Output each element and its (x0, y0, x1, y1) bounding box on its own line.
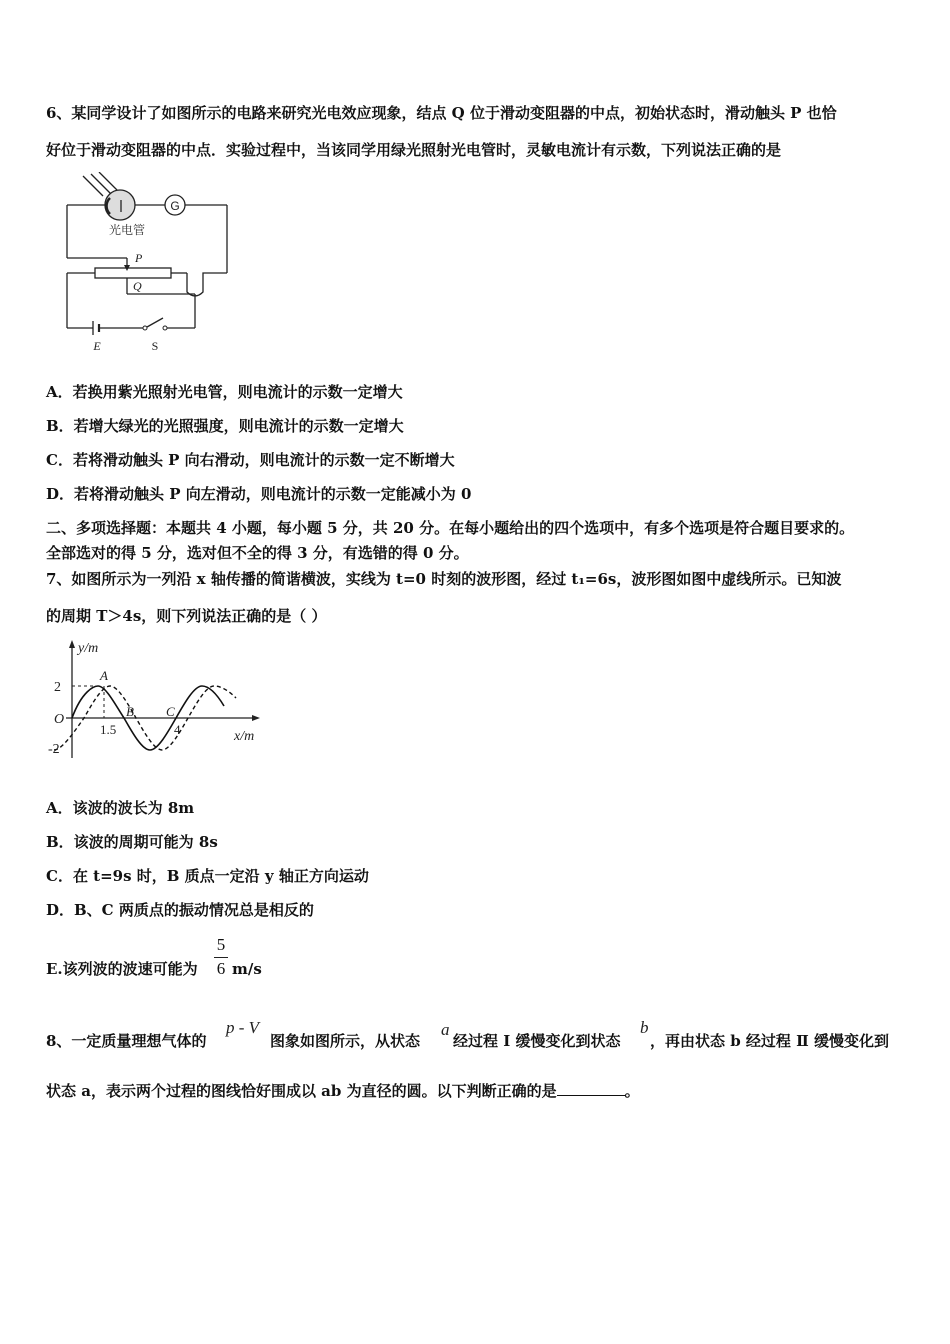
answer-blank[interactable] (557, 1081, 625, 1096)
q6-option-d: D．若将滑动触头 P 向左滑动，则电流计的示数一定能减小为 0 (46, 485, 472, 503)
q6-stem-line1: 6、某同学设计了如图所示的电路来研究光电效应现象，结点 Q 位于滑动变阻器的中点，初始状态时，滑动触头 P 也恰 (46, 104, 837, 122)
q7-option-d: D．B、C 两质点的振动情况总是相反的 (46, 901, 314, 919)
p-label: P (135, 251, 143, 265)
q8-mid2: 经过程 Ⅰ 缓慢变化到状态 (453, 1032, 621, 1050)
light-ray (91, 174, 111, 194)
origin-label: O (54, 712, 65, 727)
q6-option-b: B．若增大绿光的光照强度，则电流计的示数一定增大 (46, 417, 404, 435)
y-tick-2: 2 (54, 680, 61, 695)
q8-line2 (46, 1081, 640, 1101)
pv-symbol: p - V (226, 1018, 260, 1037)
q-label: Q (133, 279, 142, 293)
q7-stem-line1: 7、如图所示为一列沿 x 轴传播的简谐横波，实线为 t=0 时刻的波形图，经过 t₁=6s，波形图如图中虚线所示。已知波 (46, 570, 842, 588)
wave-graph (44, 636, 274, 766)
y-tick-neg2: -2 (48, 742, 60, 757)
q7-option-e-unit: m/s (232, 960, 262, 978)
s-label: S (151, 339, 159, 353)
q6-option-a: A．若换用紫光照射光电管，则电流计的示数一定增大 (46, 383, 403, 401)
q8-rest1: ，再由状态 b 经过程 Ⅱ 缓慢变化到 (650, 1032, 890, 1050)
rheostat (95, 268, 171, 278)
x-tick-4: 4 (174, 722, 181, 737)
q7-option-a: A．该波的波长为 8m (46, 799, 195, 817)
q7-stem-line2: 的周期 T＞4s，则下列说法正确的是（ ） (46, 607, 327, 625)
q7-option-e-text: E.该列波的波速可能为 (46, 960, 198, 978)
point-c-label: C (166, 704, 175, 719)
fraction-denominator: 6 (216, 959, 226, 978)
fraction-numerator: 5 (216, 935, 226, 954)
y-axis-label: y/m (78, 641, 99, 656)
state-b-symbol: b (640, 1018, 649, 1037)
photo-tube (105, 190, 135, 220)
circuit-diagram (55, 172, 245, 357)
q7-option-b: B．该波的周期可能为 8s (46, 833, 218, 851)
galvanometer-label: G (170, 199, 180, 213)
point-a-label: A (100, 668, 108, 683)
q8-end: 。 (624, 1082, 640, 1100)
q6-option-c: C．若将滑动触头 P 向右滑动，则电流计的示数一定不断增大 (46, 451, 455, 469)
light-ray (99, 172, 117, 190)
section2-heading: 二、多项选择题：本题共 4 小题，每小题 5 分，共 20 分。在每小题给出的四个选项中，有多个选项是符合题目要求的。 (46, 519, 855, 537)
q7-option-c: C．在 t=9s 时，B 质点一定沿 y 轴正方向运动 (46, 867, 369, 885)
e-label: E (93, 339, 101, 353)
x-axis-label: x/m (234, 729, 255, 744)
x-tick-1.5: 1.5 (100, 722, 117, 737)
q8-line2-text: 状态 a，表示两个过程的图线恰好围成以 ab 为直径的圆。以下判断正确的是 (46, 1082, 557, 1100)
switch-blade (147, 318, 163, 327)
photo-tube-label: 光电管 (108, 223, 146, 237)
fraction-bar (214, 957, 228, 958)
state-a-symbol: a (441, 1020, 450, 1039)
light-ray (83, 176, 103, 196)
section2-scoring: 全部选对的得 5 分，选对但不全的得 3 分，有选错的得 0 分。 (46, 544, 469, 562)
q8-mid1: 图象如图所示，从状态 (270, 1032, 421, 1050)
q8-prefix: 8、一定质量理想气体的 (46, 1032, 207, 1050)
q6-stem-line2: 好位于滑动变阻器的中点．实验过程中，当该同学用绿光照射光电管时，灵敏电流计有示数，下列说法正确的是 (46, 141, 782, 159)
point-b-label: B (126, 704, 134, 719)
q7-option-e (46, 959, 198, 979)
